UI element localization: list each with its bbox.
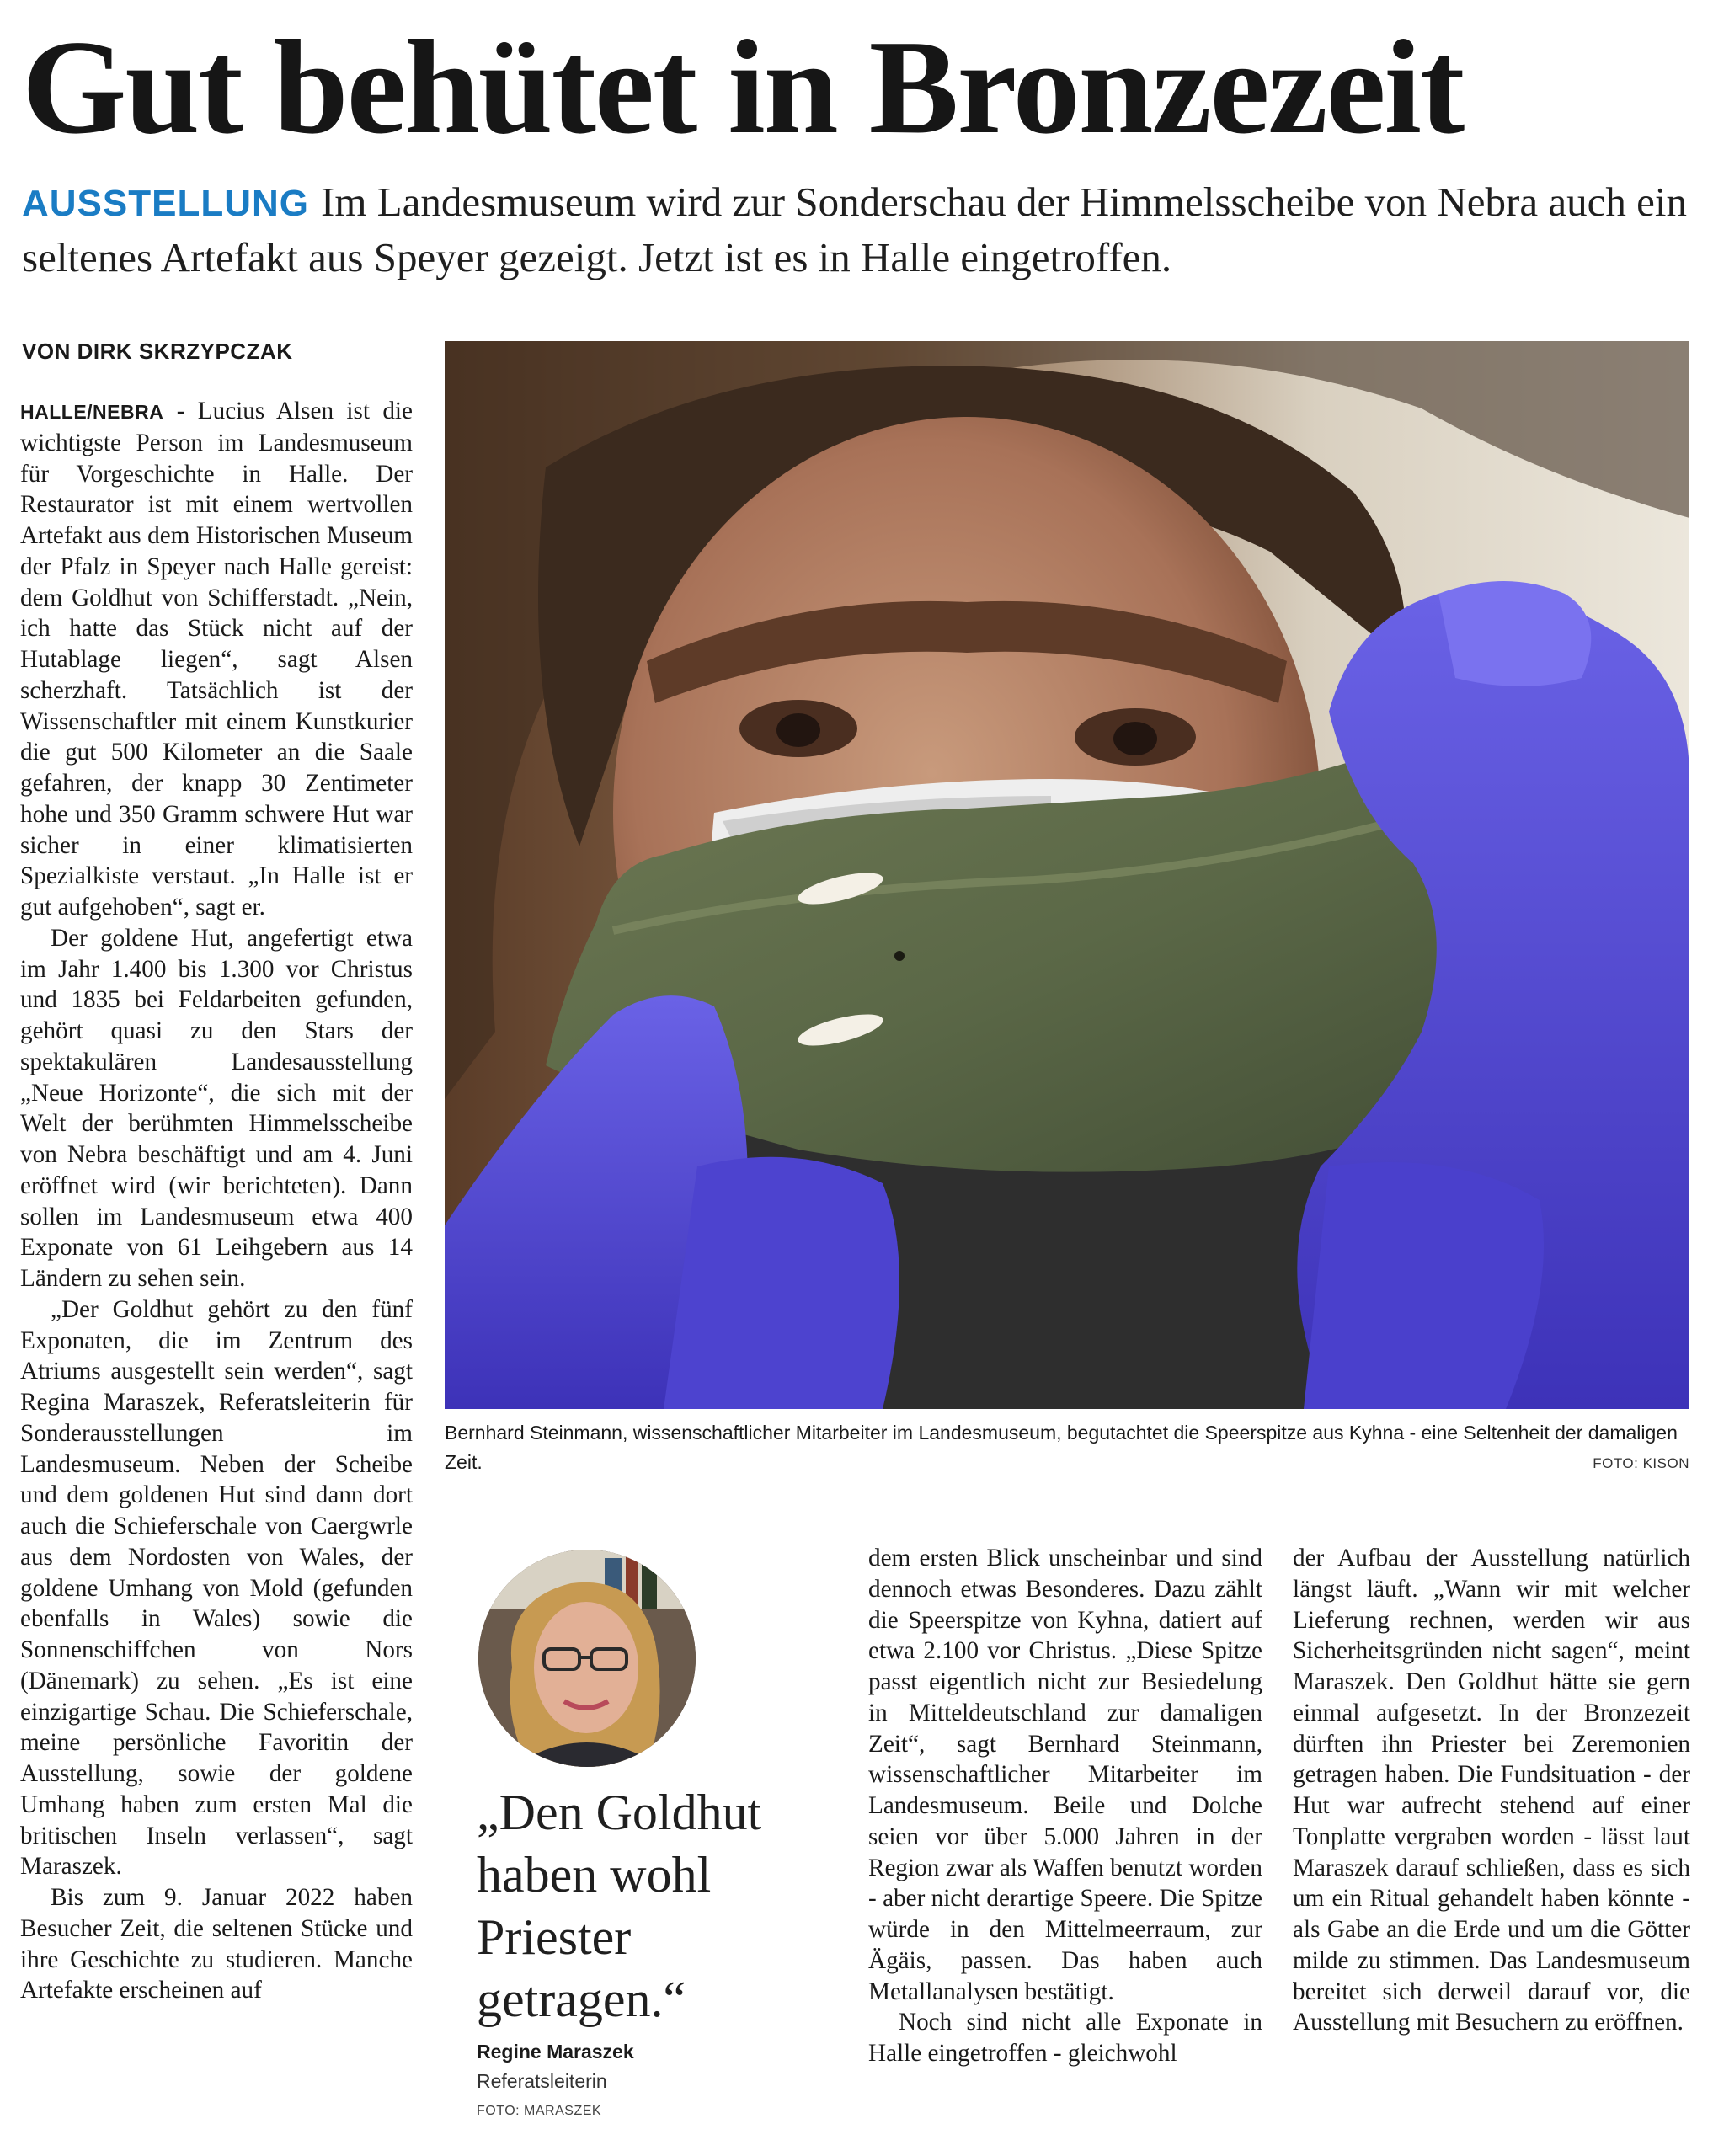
pull-quote-photo-credit: FOTO: MARASZEK (477, 2104, 602, 2118)
photo-caption: Bernhard Steinmann, wissenschaftlicher Mitarbeiter im Landesmuseum, begutachtet die Speerspitze aus Kyhna - eine Seltenheit der damaligen Zeit. (445, 1422, 1678, 1473)
dateline: HALLE/NEBRA (20, 401, 164, 423)
article-photo (445, 341, 1689, 1409)
article-column-4 (1293, 1543, 1690, 2153)
paragraph (20, 396, 413, 923)
paragraph: „Der Goldhut gehört zu den fünf Exponaten, die im Zentrum des Atriums ausgestellt sein werden“, sagt Regina Maraszek, Referatsleiterin für Sonderausstellungen im Landesmuseum. Neben der Scheibe und dem goldenen Hut sind dann dort auch die Schieferschale von Caergwrle aus dem Nordosten von Wales, der goldene Umhang von Mold (gefunden ebenfalls in Wales) sowie die Sonnenschiffchen von Nors (Dänemark) zu sehen. „Es ist eine einzigartige Schau. Die Schieferschale, meine persönliche Favoritin der Ausstellung, sowie der goldene Umhang haben zum ersten Mal die britischen Inseln verlassen“, sagt Maraszek. (20, 1295, 413, 1881)
pull-quote: „Den Goldhut haben wohl Priester getragen.“ (477, 1785, 762, 2027)
photo-illustration (445, 341, 1689, 1409)
pull-quote-role: Referatsleiterin (477, 2070, 607, 2092)
paragraph: Der goldene Hut, angefertigt etwa im Jahr 1.400 bis 1.300 vor Christus und 1835 bei Feldarbeiten gefunden, gehört quasi zu den Stars der spektakulären Landesausstellung „Neue Horizonte“, die sich mit der Welt der berühmten Himmelsscheibe von Nebra beschäftigt und am 4. Juni eröffnet wird (wir berichteten). Dann sollen im Landesmuseum etwa 400 Exponate von 61 Leihgebern aus 14 Ländern zu sehen sein. (20, 924, 413, 1292)
paragraph: der Aufbau der Ausstellung natürlich längst läuft. „Wann wir mit welcher Lieferung rechnen, werden wir aus Sicherheitsgründen nicht sagen“, meint Maraszek. Den Goldhut hätte sie gern einmal aufgesetzt. In der Bronzezeit dürften ihn Priester bei Zeremonien getragen haben. Die Fundsituation - der Hut war aufrecht stehend auf einer Tonplatte vergraben worden - lässt laut Maraszek darauf schließen, dass es sich um ein Ritual gehandelt haben könnte - als Gabe an die Erde und um die Götter milde zu stimmen. Das Landesmuseum bereitet sich derweil darauf vor, die Ausstellung mit Besuchern zu eröffnen. (1293, 1545, 1690, 2036)
photo-credit: FOTO: KISON (1593, 1455, 1689, 1471)
deck-kicker: AUSSTELLUNG (22, 183, 309, 224)
article-column-1 (20, 396, 413, 2148)
deck (22, 175, 1694, 285)
portrait-avatar (478, 1550, 696, 1767)
paragraph: dem ersten Blick unscheinbar und sind dennoch etwas Besonderes. Dazu zählt die Speerspitze von Kyhna, datiert auf etwa 2.100 vor Christus. „Diese Spitze passt eigentlich nicht zur Besiedelung in Mitteldeutschland zur damaligen Zeit“, sagt Bernhard Steinmann, wissenschaftlicher Mitarbeiter im Landesmuseum. Beile und Dolche seien vor über 5.000 Jahren in der Region zwar als Waffen benutzt worden - aber nicht derartige Speere. Die Spitze würde in den Mittelmeerraum, zur Ägäis, passen. Das haben auch Metallanalysen bestätigt. (868, 1545, 1262, 2005)
headline: Gut behütet in Bronzezeit (22, 12, 1464, 162)
paragraph: Bis zum 9. Januar 2022 haben Besucher Zeit, die seltenen Stücke und ihre Geschichte zu studieren. Manche Artefakte erscheinen auf (20, 1884, 413, 2004)
deck-text: Im Landesmuseum wird zur Sonderschau der Himmelsscheibe von Nebra auch ein seltenes Artefakt aus Speyer gezeigt. Jetzt ist es in Halle eingetroffen. (22, 179, 1687, 280)
article-column-3 (868, 1543, 1262, 2153)
portrait-illustration (478, 1550, 696, 1767)
byline: VON DIRK SKRZYPCZAK (22, 339, 293, 364)
paragraph: Noch sind nicht alle Exponate in Halle eingetroffen - gleichwohl (868, 2009, 1262, 2067)
paragraph-text: - Lucius Alsen ist die wichtigste Person im Landesmuseum für Vorgeschichte in Halle. Der Restaurator ist mit einem wertvollen Artefakt aus dem Historischen Museum der Pfalz in Speyer nach Halle gereist: dem Goldhut von Schifferstadt. „Nein, ich hatte das Stück nicht auf der Hutablage liegen“, sagt Alsen scherzhaft. Tatsächlich ist der Wissenschaftler mit einem Kunstkurier die gut 500 Kilometer an die Saale gefahren, der knapp 30 Zentimeter hohe und 350 Gramm schwere Hut war sicher in einer klimatisierten Spezialkiste verstaut. „In Halle ist er gut aufgehoben“, sagt er. (20, 398, 413, 921)
pull-quote-name: Regine Maraszek (477, 2041, 634, 2063)
